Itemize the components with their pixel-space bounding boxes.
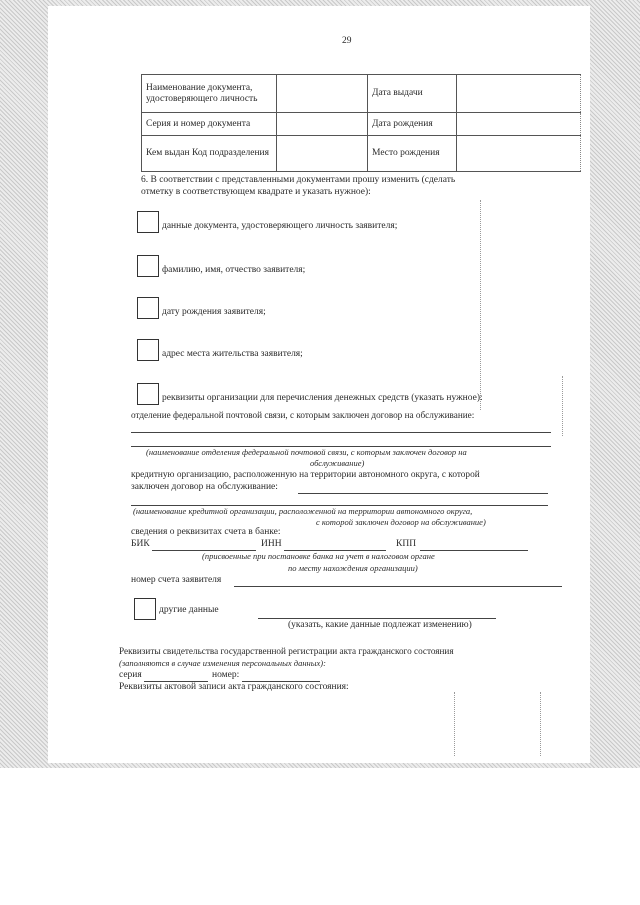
table-cell-label: Дата рождения: [368, 113, 457, 136]
identity-document-table: [141, 74, 581, 172]
checkbox-residence-address[interactable]: [137, 339, 159, 361]
postal-office-label: отделение федеральной почтовой связи, с которым заключен договор на обслуживание:: [131, 410, 475, 420]
kpp-input[interactable]: [420, 550, 528, 551]
credit-organization-label: кредитную организацию, расположенную на территории автономного округа, с которой: [131, 470, 480, 480]
table-cell-label: Место рождения: [368, 136, 457, 172]
postal-office-input[interactable]: [131, 432, 551, 433]
postal-office-hint: обслуживание): [310, 458, 365, 468]
table-row: [142, 113, 581, 136]
document-page: [48, 6, 590, 763]
table-row: [142, 136, 581, 172]
checkbox-full-name[interactable]: [137, 255, 159, 277]
credit-organization-label-cont: заключен договор на обслуживание:: [131, 482, 278, 492]
table-row: [142, 75, 581, 113]
right-margin-dotted-line: [562, 376, 563, 436]
civil-record-label: Реквизиты актовой записи акта гражданского состояния:: [119, 682, 349, 692]
civil-registration-hint: (заполняются в случае изменения персональных данных):: [119, 658, 326, 668]
table-cell-label: Наименование документа, удостоверяющего личность: [142, 75, 277, 113]
checkbox-identity-document[interactable]: [137, 211, 159, 233]
credit-organization-input[interactable]: [298, 493, 548, 494]
right-margin-dotted-line: [540, 692, 541, 756]
table-cell-value[interactable]: [277, 75, 368, 113]
series-label: серия: [119, 670, 142, 680]
option-label: другие данные: [159, 605, 219, 615]
table-cell-value[interactable]: [277, 136, 368, 172]
bank-details-hint: (присвоенные при постановке банка на учет в налоговом органе: [202, 551, 435, 561]
postal-office-hint: (наименование отделения федеральной почтовой связи, с которым заключен договор на: [146, 447, 467, 457]
bik-label: БИК: [131, 539, 150, 549]
account-number-label: номер счета заявителя: [131, 575, 222, 585]
table-cell-value[interactable]: [457, 136, 581, 172]
inn-label: ИНН: [261, 539, 282, 549]
civil-registration-label: Реквизиты свидетельства государственной регистрации акта гражданского состояния: [119, 646, 454, 656]
option-label: фамилию, имя, отчество заявителя;: [162, 265, 306, 275]
table-cell-label: Дата выдачи: [368, 75, 457, 113]
right-margin-dotted-line: [454, 692, 455, 756]
table-cell-value[interactable]: [457, 113, 581, 136]
other-data-hint: (указать, какие данные подлежат изменению): [288, 620, 472, 630]
checkbox-other-data[interactable]: [134, 598, 156, 620]
checkbox-birth-date[interactable]: [137, 297, 159, 319]
table-cell-label: Серия и номер документа: [142, 113, 277, 136]
account-number-input[interactable]: [234, 586, 562, 587]
table-cell-value[interactable]: [457, 75, 581, 113]
other-data-input[interactable]: [258, 618, 496, 619]
bank-details-label: сведения о реквизитах счета в банке:: [131, 527, 281, 537]
section-6-intro: 6. В соответствии с представленными документами прошу изменить (сделать: [141, 175, 456, 185]
option-label: реквизиты организации для перечисления денежных средств (указать нужное):: [162, 393, 483, 403]
credit-organization-hint: (наименование кредитной организации, расположенной на территории автономного округа,: [133, 506, 473, 516]
option-label: адрес места жительства заявителя;: [162, 349, 303, 359]
checkbox-payment-organization[interactable]: [137, 383, 159, 405]
right-margin-dotted-line: [480, 200, 481, 410]
number-label: номер:: [212, 670, 240, 680]
table-cell-label: Кем выдан Код подразделения: [142, 136, 277, 172]
bank-details-hint: по месту нахождения организации): [288, 563, 418, 573]
kpp-label: КПП: [396, 539, 417, 549]
section-6-intro-cont: отметку в соответствующем квадрате и указать нужное):: [141, 187, 371, 197]
option-label: данные документа, удостоверяющего личность заявителя;: [162, 221, 398, 231]
option-label: дату рождения заявителя;: [162, 307, 266, 317]
page-number: 29: [342, 36, 352, 46]
table-cell-value[interactable]: [277, 113, 368, 136]
credit-organization-hint: с которой заключен договор на обслуживание): [316, 517, 486, 527]
